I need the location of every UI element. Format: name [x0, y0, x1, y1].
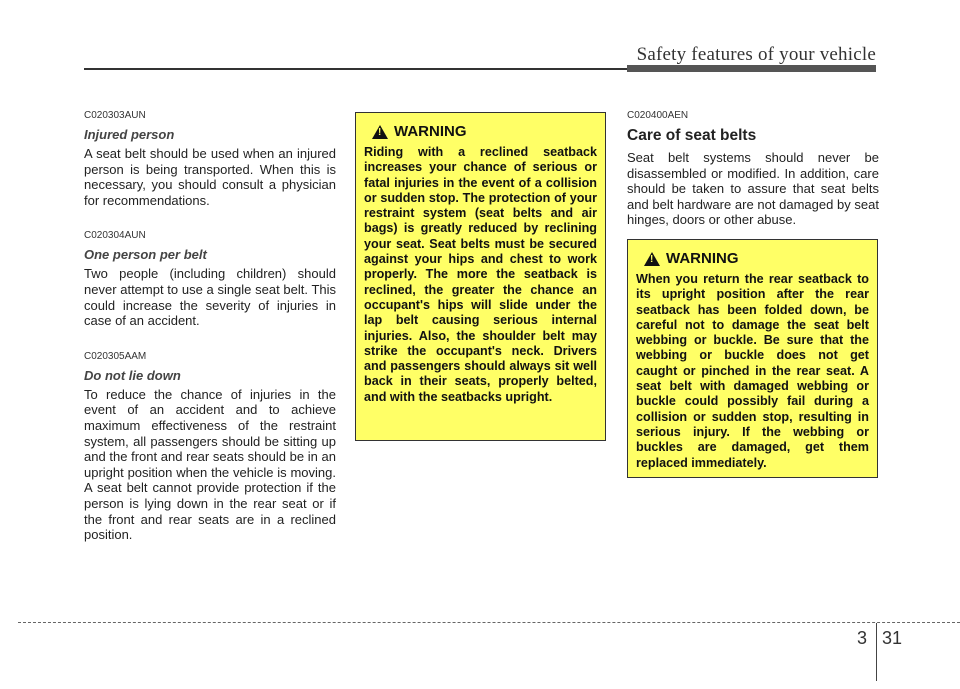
- warning-text: When you return the rear seatback to its upright position after the rear seatback has been folded down, be careful not to damage the seat belt webbing or buckle. Be sure that the webbing or buckle does not get caught or pinched in the rear seat. A seat belt with damaged webbing or buckle could possibly fail during a collision or sudden stop, resulting in serious injury. If the webbing or buckles are damaged, get them replaced immediately.: [636, 272, 869, 470]
- section-body: A seat belt should be used when an injured person is being transported. When this is necessary, you should consult a physician for recommendations.: [84, 146, 336, 208]
- warning-triangle-icon: [372, 125, 388, 139]
- section-body: Two people (including children) should never attempt to use a single seat belt. This could increase the severity of injuries in case of an accident.: [84, 266, 336, 329]
- page-number: 31: [882, 628, 903, 648]
- page-number-divider: [876, 623, 877, 681]
- footer-rule: [18, 622, 960, 623]
- column-right: [627, 110, 879, 250]
- warning-title: WARNING: [666, 250, 739, 267]
- warning-header: [636, 250, 869, 267]
- column-left: [84, 110, 336, 565]
- chapter-number: 3: [857, 628, 868, 648]
- section-code: C020304AUN: [84, 230, 146, 242]
- section-body: Seat belt systems should never be disassembled or modified. In addition, care should be taken to assure that seat belts and belt hardware are not damaged by seat hinges, doors or other abuse.: [627, 150, 879, 228]
- page-header-title: Safety features of your vehicle: [636, 44, 876, 65]
- section-code: C020305AAM: [84, 350, 147, 362]
- section-code: C020303AUN: [84, 110, 146, 121]
- warning-title: WARNING: [394, 123, 467, 140]
- section-code: C020400AEN: [627, 110, 689, 121]
- section-heading: Do not lie down: [84, 367, 181, 383]
- section-heading: Injured person: [84, 127, 175, 142]
- section-body: To reduce the chance of injuries in the event of an accident and to achieve maximum effectiveness of the restraint system, all passengers should be sitting up and the front and rear seats should be in an upright position when the vehicle is moving. A seat belt cannot provide protection if the person is lying down in the rear seat or if the front and rear seats are in a reclined position.: [84, 386, 336, 543]
- section-title: Care of seat belts: [627, 127, 757, 144]
- header-accent-bar: [627, 65, 876, 72]
- warning-box-rear-seatback: [627, 239, 878, 478]
- section-heading: One person per belt: [84, 247, 207, 263]
- warning-triangle-icon: [644, 252, 660, 266]
- warning-header: [364, 123, 597, 140]
- warning-text: Riding with a reclined seatback increases your chance of serious or fatal injuries in the event of a collision or sudden stop. The protection of your restraint system (seat belts and air bags) is greatly reduced by reclining your seat. Seat belts must be secured against your hips and chest to work properly. The more the seatback is reclined, the greater the chance an occupant's hips will slide under the lap belt causing serious internal injuries. Also, the shoulder belt may strike the occupant's neck. Drivers and passengers should always sit well back in their seats, properly belted, and with the seatbacks upright.: [364, 145, 597, 404]
- warning-box-reclined-seat: [355, 112, 606, 441]
